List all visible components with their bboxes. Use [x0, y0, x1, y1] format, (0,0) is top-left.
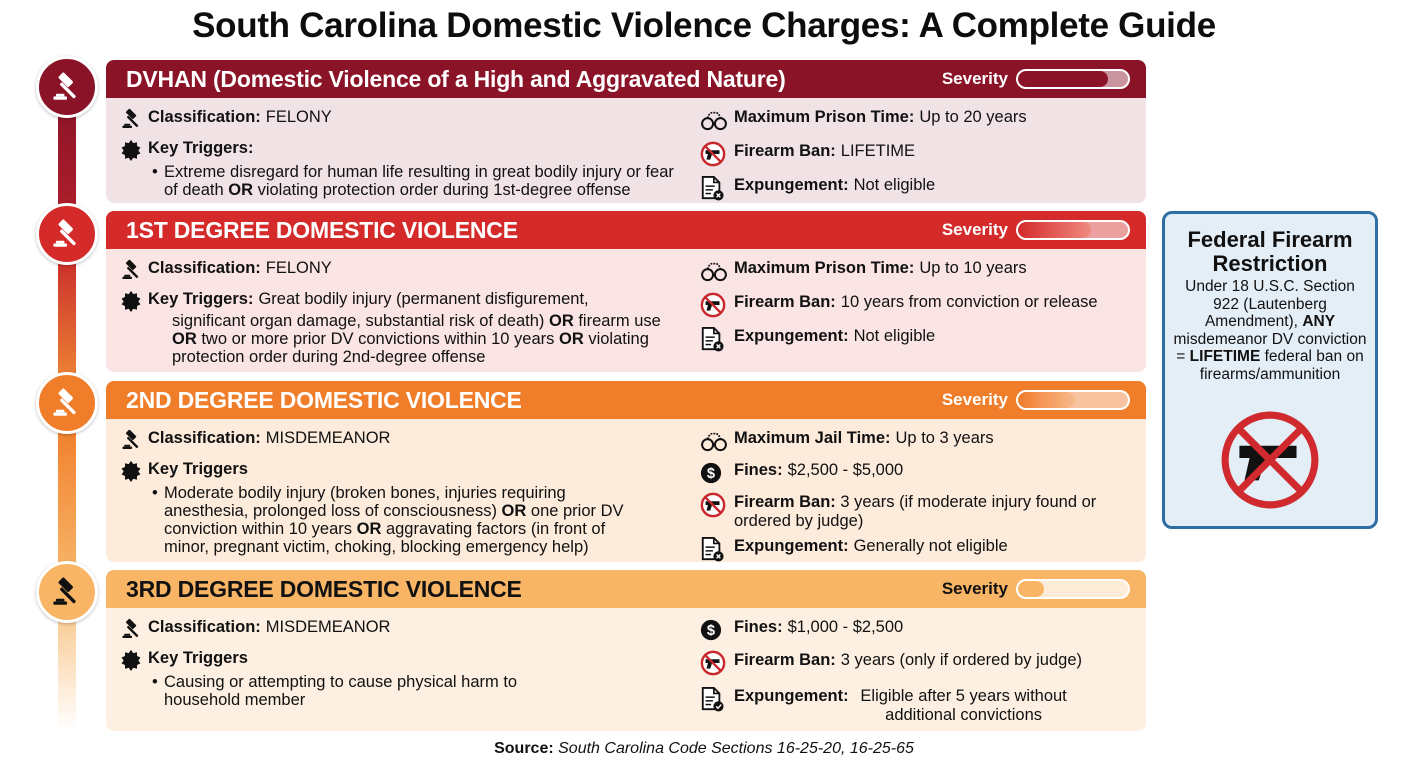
severity-meter [942, 220, 1130, 240]
timeline-bar-2nd [58, 420, 76, 580]
severity-track [1016, 69, 1130, 89]
classification-label: Classification: [148, 429, 261, 447]
no-gun-icon [1219, 409, 1321, 511]
firearm-ban-label: Firearm Ban: [734, 651, 836, 669]
trigger-item: • Causing or attempting to cause physical harm to household member [120, 673, 540, 709]
timeline-node-2nd [36, 372, 98, 434]
classification-label: Classification: [148, 108, 261, 126]
section-title: 3RD DEGREE DOMESTIC VIOLENCE [126, 575, 522, 602]
classification-value: MISDEMEANOR [265, 429, 391, 447]
section-1st-degree [106, 211, 1146, 372]
firearm-ban-label: Firearm Ban: [734, 293, 836, 311]
severity-meter [942, 579, 1130, 599]
alert-badge-icon [120, 290, 142, 312]
classification-value: FELONY [265, 108, 332, 126]
trigger-text: Great bodily injury (permanent disfigurement, [258, 290, 589, 308]
classification-label: Classification: [148, 259, 261, 277]
trigger-text-cont: significant organ damage, substantial risk of death) OR firearm use OR two or more prior DV convictions within 10 years OR violating protection order during 2nd-degree offense [172, 312, 661, 366]
severity-track [1016, 579, 1130, 599]
gavel-icon [120, 258, 144, 282]
expungement-label: Expungement: [734, 327, 849, 345]
section-dvhan [106, 60, 1146, 203]
firearm-ban-text: Firearm Ban: 3 years (if moderate injury found or ordered by judge) [734, 493, 1097, 530]
handcuffs-icon [700, 430, 728, 452]
gavel-icon [50, 386, 84, 420]
key-triggers-label: Key Triggers: [148, 290, 254, 308]
section-title: DVHAN (Domestic Violence of a High and Aggravated Nature) [126, 65, 786, 92]
handcuffs-icon [700, 260, 728, 282]
fines-value: $2,500 - $5,000 [787, 461, 904, 479]
section-3rd-degree [106, 570, 1146, 731]
federal-firearm-box [1162, 211, 1378, 529]
timeline-node-3rd [36, 561, 98, 623]
timeline-bar-3rd [58, 610, 76, 730]
source-citation [0, 740, 1408, 758]
expungement-value: Eligible after 5 years without additional convictions [860, 687, 1067, 724]
dollar-icon [700, 462, 722, 484]
key-triggers-label: Key Triggers [148, 649, 248, 667]
firearm-ban-value: 10 years from conviction or release [840, 293, 1098, 311]
alert-badge-icon [120, 139, 142, 161]
key-triggers-label: Key Triggers: [148, 139, 254, 157]
expungement-value: Generally not eligible [853, 537, 1008, 555]
severity-meter [942, 69, 1130, 89]
section-title: 1ST DEGREE DOMESTIC VIOLENCE [126, 216, 518, 243]
fines-label: Fines: [734, 618, 783, 636]
section-2nd-degree [106, 381, 1146, 562]
expungement-label: Expungement: [734, 537, 849, 555]
classification-value: FELONY [265, 259, 332, 277]
expungement-label: Expungement: [734, 687, 849, 705]
classification-label: Classification: [148, 618, 261, 636]
no-gun-icon [700, 650, 726, 676]
section-header [106, 211, 1146, 249]
gavel-icon [50, 70, 84, 104]
severity-meter [942, 390, 1130, 410]
key-triggers-label: Key Triggers [148, 460, 248, 478]
gavel-icon [120, 617, 144, 641]
timeline-node-1st [36, 203, 98, 265]
severity-fill [1018, 71, 1108, 87]
no-gun-icon [700, 292, 726, 318]
severity-track [1016, 220, 1130, 240]
no-gun-icon [700, 141, 726, 167]
section-header [106, 60, 1146, 98]
max-jail-value: Up to 3 years [895, 429, 994, 447]
section-header [106, 570, 1146, 608]
no-gun-icon [700, 492, 726, 518]
max-prison-label: Maximum Prison Time: [734, 108, 915, 126]
max-jail-label: Maximum Jail Time: [734, 429, 891, 447]
firearm-ban-label: Firearm Ban: [734, 142, 836, 160]
severity-fill [1018, 392, 1075, 408]
document-x-icon [700, 326, 724, 352]
alert-badge-icon [120, 649, 142, 671]
source-text: South Carolina Code Sections 16-25-20, 16-25-65 [558, 740, 914, 757]
expungement-label: Expungement: [734, 176, 849, 194]
document-x-icon [700, 175, 724, 201]
severity-fill [1018, 581, 1044, 597]
document-check-icon [700, 686, 724, 712]
max-prison-value: Up to 20 years [919, 108, 1027, 126]
expungement-value: Not eligible [853, 176, 936, 194]
firearm-ban-value: LIFETIME [840, 142, 916, 160]
severity-label: Severity [941, 390, 1008, 409]
gavel-icon [120, 107, 144, 131]
section-title: 2ND DEGREE DOMESTIC VIOLENCE [126, 386, 522, 413]
severity-label: Severity [941, 579, 1008, 598]
federal-text: Under 18 U.S.C. Section 922 (Lautenberg Amendment), ANY misdemeanor DV conviction = LIFETIME federal ban on firearms/ammunition [1173, 278, 1367, 383]
expungement-value: Not eligible [853, 327, 936, 345]
timeline-bar-1st [58, 250, 76, 390]
gavel-icon [50, 217, 84, 251]
handcuffs-icon [700, 109, 728, 131]
max-prison-value: Up to 10 years [919, 259, 1027, 277]
fines-label: Fines: [734, 461, 783, 479]
dollar-icon [700, 619, 722, 641]
page-title: South Carolina Domestic Violence Charges: A Complete Guide [192, 6, 1216, 45]
firearm-ban-value: 3 years (only if ordered by judge) [840, 651, 1082, 669]
source-label: Source: [494, 740, 554, 757]
gavel-icon [50, 575, 84, 609]
trigger-item: • Extreme disregard for human life resulting in great bodily injury or fear of death OR violating protection order during 1st-degree offense [120, 163, 680, 199]
fines-value: $1,000 - $2,500 [787, 618, 904, 636]
severity-label: Severity [941, 69, 1008, 88]
gavel-icon [120, 428, 144, 452]
severity-label: Severity [941, 220, 1008, 239]
alert-badge-icon [120, 460, 142, 482]
classification-value: MISDEMEANOR [265, 618, 391, 636]
trigger-item: • Moderate bodily injury (broken bones, injuries requiring anesthesia, prolonged loss of consciousness) OR one prior DV conviction within 10 years OR aggravating factors (in front of minor, pregnant victim, choking, blocking emergency help) [120, 484, 650, 556]
document-x-icon [700, 536, 724, 562]
severity-track [1016, 390, 1130, 410]
federal-title: Federal Firearm Restriction [1187, 227, 1353, 276]
severity-fill [1018, 222, 1091, 238]
max-prison-label: Maximum Prison Time: [734, 259, 915, 277]
section-header [106, 381, 1146, 419]
timeline-node-dvhan [36, 56, 98, 118]
